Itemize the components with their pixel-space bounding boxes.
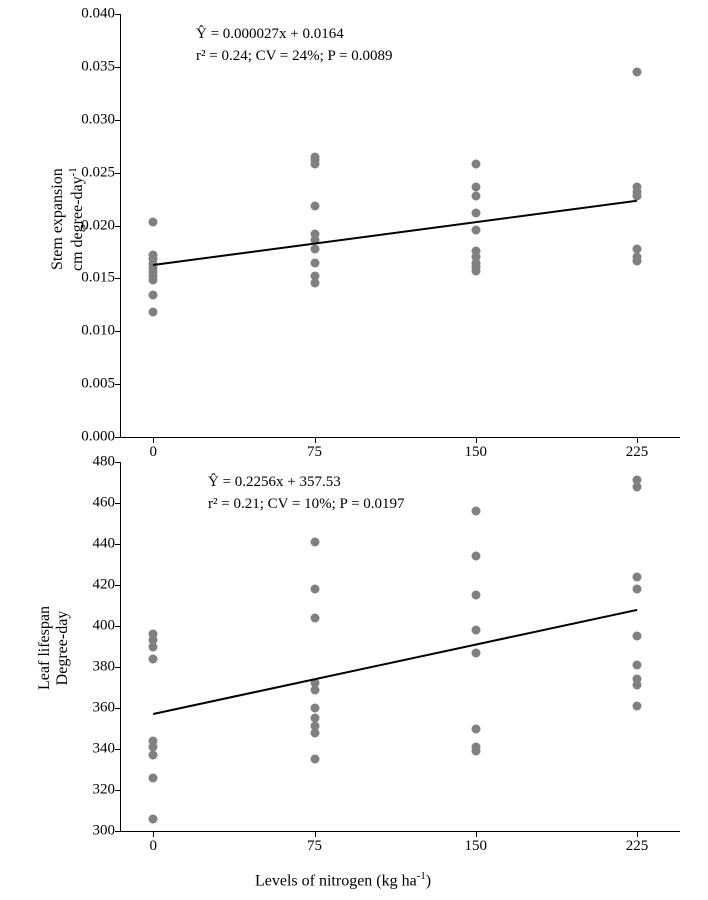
y-axis-tick-label: 400 <box>92 617 115 634</box>
x-axis-tick-label: 225 <box>625 838 649 854</box>
data-point <box>471 552 480 561</box>
y-axis-tick-label: 420 <box>92 576 115 593</box>
data-point <box>149 308 158 317</box>
data-point <box>633 68 642 77</box>
y-axis-label-line1: Stem expansion <box>48 168 66 271</box>
y-axis-tick-label: 0.000 <box>81 428 115 445</box>
y-axis-tick-mark <box>115 437 121 438</box>
regression-line <box>153 609 637 715</box>
y-axis-label-line1: Leaf lifespan <box>36 606 53 690</box>
y-axis-tick-label: 0.040 <box>81 5 115 22</box>
data-point <box>310 585 319 594</box>
y-axis-tick-mark <box>115 14 121 15</box>
data-point <box>310 258 319 267</box>
y-axis-tick-label: 380 <box>92 658 115 675</box>
data-point <box>310 278 319 287</box>
data-point <box>471 648 480 657</box>
y-axis-tick-label: 340 <box>92 740 115 757</box>
y-axis-tick-mark <box>115 278 121 279</box>
x-axis-tick-mark <box>315 437 316 443</box>
x-axis-tick-label: 0 <box>149 444 157 460</box>
y-axis-tick-mark <box>115 226 121 227</box>
x-axis-tick-mark <box>153 831 154 837</box>
data-point <box>310 755 319 764</box>
y-axis-tick-label: 0.005 <box>81 375 115 392</box>
y-axis-tick-mark <box>115 831 121 832</box>
x-axis-tick-mark <box>637 437 638 443</box>
y-axis-tick-label: 460 <box>92 494 115 511</box>
data-point <box>471 747 480 756</box>
data-point <box>471 191 480 200</box>
data-point <box>471 208 480 217</box>
y-axis-tick-mark <box>115 384 121 385</box>
y-axis-tick-label: 0.010 <box>81 322 115 339</box>
y-axis-label-stem-expansion <box>49 109 87 329</box>
x-axis-tick-mark <box>476 831 477 837</box>
data-point <box>310 613 319 622</box>
data-point <box>149 751 158 760</box>
data-point <box>633 585 642 594</box>
x-axis-tick-label: 0 <box>149 838 157 854</box>
y-axis-tick-label: 360 <box>92 699 115 716</box>
data-point <box>633 701 642 710</box>
x-axis-tick-label: 75 <box>307 838 322 854</box>
data-point <box>471 724 480 733</box>
y-axis-tick-mark <box>115 667 121 668</box>
data-point <box>149 642 158 651</box>
data-point <box>471 160 480 169</box>
annotation-stem-expansion <box>196 24 393 68</box>
annotation-stats: r² = 0.24; CV = 24%; P = 0.0089 <box>196 47 393 64</box>
y-axis-tick-label: 0.025 <box>81 164 115 181</box>
data-point <box>310 244 319 253</box>
y-axis-tick-mark <box>115 790 121 791</box>
chart-leaf-lifespan <box>0 450 708 900</box>
x-axis-tick-label: 225 <box>625 444 649 460</box>
x-axis-tick-mark <box>637 831 638 837</box>
data-point <box>633 572 642 581</box>
y-axis-tick-label: 0.030 <box>81 111 115 128</box>
data-point <box>149 814 158 823</box>
x-axis-tick-label: 75 <box>307 444 322 460</box>
y-axis-label-line2: cm degree-day$^{-1}$ <box>66 167 87 272</box>
y-axis-tick-mark <box>115 331 121 332</box>
data-point <box>471 266 480 275</box>
y-axis-tick-label: 0.035 <box>81 58 115 75</box>
x-axis-label: Levels of nitrogen (kg $ha^{-1}$) <box>255 870 432 890</box>
data-point <box>149 218 158 227</box>
y-axis-tick-label: 440 <box>92 535 115 552</box>
y-axis-tick-mark <box>115 585 121 586</box>
annotation-stats: r² = 0.21; CV = 10%; P = 0.0197 <box>208 495 405 512</box>
y-axis-tick-label: 480 <box>92 453 115 470</box>
annotation-equation: Ŷ = 0.000027x + 0.0164 <box>196 26 344 42</box>
data-point <box>149 773 158 782</box>
data-point <box>471 626 480 635</box>
y-axis-label-leaf-lifespan <box>36 548 72 748</box>
y-axis-tick-label: 300 <box>92 822 115 839</box>
x-axis-tick-mark <box>153 437 154 443</box>
x-axis-tick-mark <box>315 831 316 837</box>
y-axis-tick-mark <box>115 749 121 750</box>
y-axis-tick-mark <box>115 67 121 68</box>
data-point <box>633 681 642 690</box>
y-axis-tick-label: 320 <box>92 781 115 798</box>
data-point <box>471 591 480 600</box>
y-axis-tick-mark <box>115 173 121 174</box>
annotation-equation: Ŷ = 0.2256x + 357.53 <box>208 474 341 490</box>
data-point <box>633 482 642 491</box>
y-axis-tick-mark <box>115 503 121 504</box>
y-axis-tick-mark <box>115 626 121 627</box>
y-axis-label-line2: Degree-day <box>54 610 71 686</box>
x-axis-tick-mark <box>476 437 477 443</box>
y-axis-tick-mark <box>115 120 121 121</box>
data-point <box>471 225 480 234</box>
y-axis-tick-mark <box>115 708 121 709</box>
regression-line <box>153 199 637 265</box>
data-point <box>633 257 642 266</box>
y-axis-tick-label: 0.015 <box>81 269 115 286</box>
x-axis-tick-label: 150 <box>464 838 487 854</box>
data-point <box>310 155 319 164</box>
data-point <box>633 660 642 669</box>
y-axis-tick-label: 0.020 <box>81 217 115 233</box>
data-point <box>310 728 319 737</box>
data-point <box>310 704 319 713</box>
data-point <box>471 507 480 516</box>
data-point <box>310 537 319 546</box>
y-axis-tick-mark <box>115 462 121 463</box>
data-point <box>149 276 158 285</box>
data-point <box>149 291 158 300</box>
y-axis-tick-mark <box>115 544 121 545</box>
x-axis-tick-label: 150 <box>464 444 487 460</box>
annotation-leaf-lifespan <box>208 472 405 516</box>
data-point <box>633 632 642 641</box>
data-point <box>310 202 319 211</box>
plot-area-leaf-lifespan <box>92 453 680 854</box>
plot-area-stem-expansion <box>81 5 680 460</box>
data-point <box>149 654 158 663</box>
data-point <box>310 685 319 694</box>
